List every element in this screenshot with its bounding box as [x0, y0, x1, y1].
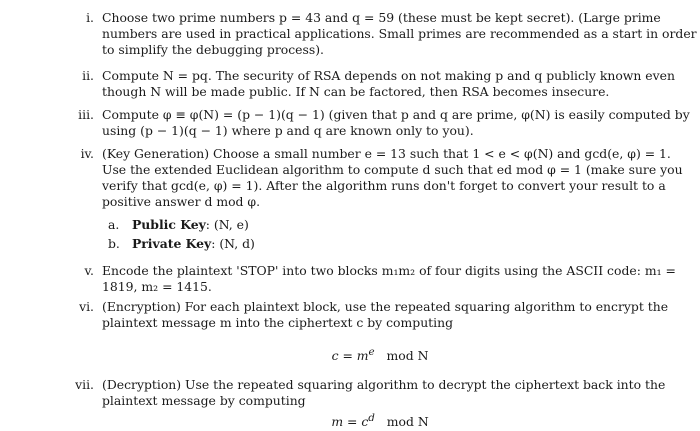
text-line: plaintext message by computing	[102, 393, 306, 408]
decryption-formula	[30, 410, 700, 430]
text-line: (Decryption) Use the repeated squaring algorithm to decrypt the ciphertext back into the	[102, 377, 666, 392]
text-line: numbers are used in practical applications. Small primes are recommended as a start in order	[102, 26, 697, 41]
text-line: using (p − 1)(q − 1) where p and q are known only to you).	[102, 123, 474, 138]
item-text	[102, 263, 676, 295]
text-line: Choose two prime numbers p = 43 and q = 59 (these must be kept secret). (Large prime	[102, 10, 661, 25]
formula-lhs: m = c	[331, 414, 369, 430]
formula-lhs: c = m	[331, 348, 369, 364]
text-line: (Key Generation) Choose a small number e = 13 such that 1 < e < φ(N) and gcd(e, φ) = 1.	[102, 146, 671, 161]
item-text	[102, 377, 666, 409]
subitem-marker: b.	[108, 236, 120, 251]
text-line: to simplify the debugging process).	[102, 42, 324, 57]
text-line: Compute N = pq. The security of RSA depends on not making p and q publicly known even	[102, 68, 675, 83]
formula-exponent: e	[368, 346, 375, 358]
subitem-label: Public Key	[131, 217, 206, 232]
item-marker: ii.	[82, 68, 94, 83]
text-line: Encode the plaintext 'STOP' into two blocks m₁m₂ of four digits using the ASCII code: m₁ =	[102, 263, 676, 278]
subitem-label: Private Key	[131, 236, 212, 251]
formula-exponent: d	[368, 412, 375, 424]
item-marker: i.	[86, 10, 94, 25]
text-line: plaintext message m into the ciphertext c by computing	[102, 315, 454, 330]
text-line: 1819, m₂ = 1415.	[102, 279, 212, 294]
item-text	[102, 68, 675, 100]
item-marker: iv.	[80, 146, 94, 161]
subitem-private-key	[108, 236, 255, 252]
text-line: Use the extended Euclidean algorithm to compute d such that ed mod φ = 1 (make sure you	[102, 162, 683, 177]
item-marker: v.	[84, 263, 94, 278]
subitem-marker: a.	[108, 217, 120, 232]
item-text	[102, 146, 683, 210]
item-text	[102, 10, 697, 58]
item-marker: vii.	[75, 377, 94, 392]
text-line: though N will be made public. If N can be factored, then RSA becomes insecure.	[102, 84, 610, 99]
subitem-value: : (N, d)	[211, 236, 255, 251]
item-marker: vi.	[79, 299, 94, 314]
item-marker: iii.	[78, 107, 94, 122]
subitem-public-key	[108, 217, 249, 233]
encryption-formula	[30, 344, 700, 364]
item-text	[102, 299, 669, 331]
text-line: positive answer d mod φ.	[102, 194, 261, 209]
subitem-value: : (N, e)	[205, 217, 249, 232]
text-line: (Encryption) For each plaintext block, use the repeated squaring algorithm to encrypt the	[102, 299, 669, 314]
text-line: verify that gcd(e, φ) = 1). After the algorithm runs don't forget to convert your result to a	[102, 178, 666, 193]
text-line: Compute φ ≡ φ(N) = (p − 1)(q − 1) (given that p and q are prime, φ(N) is easily computed by	[102, 107, 690, 122]
formula-rhs: mod N	[386, 414, 429, 430]
formula-rhs: mod N	[386, 348, 429, 364]
item-text	[102, 107, 690, 139]
